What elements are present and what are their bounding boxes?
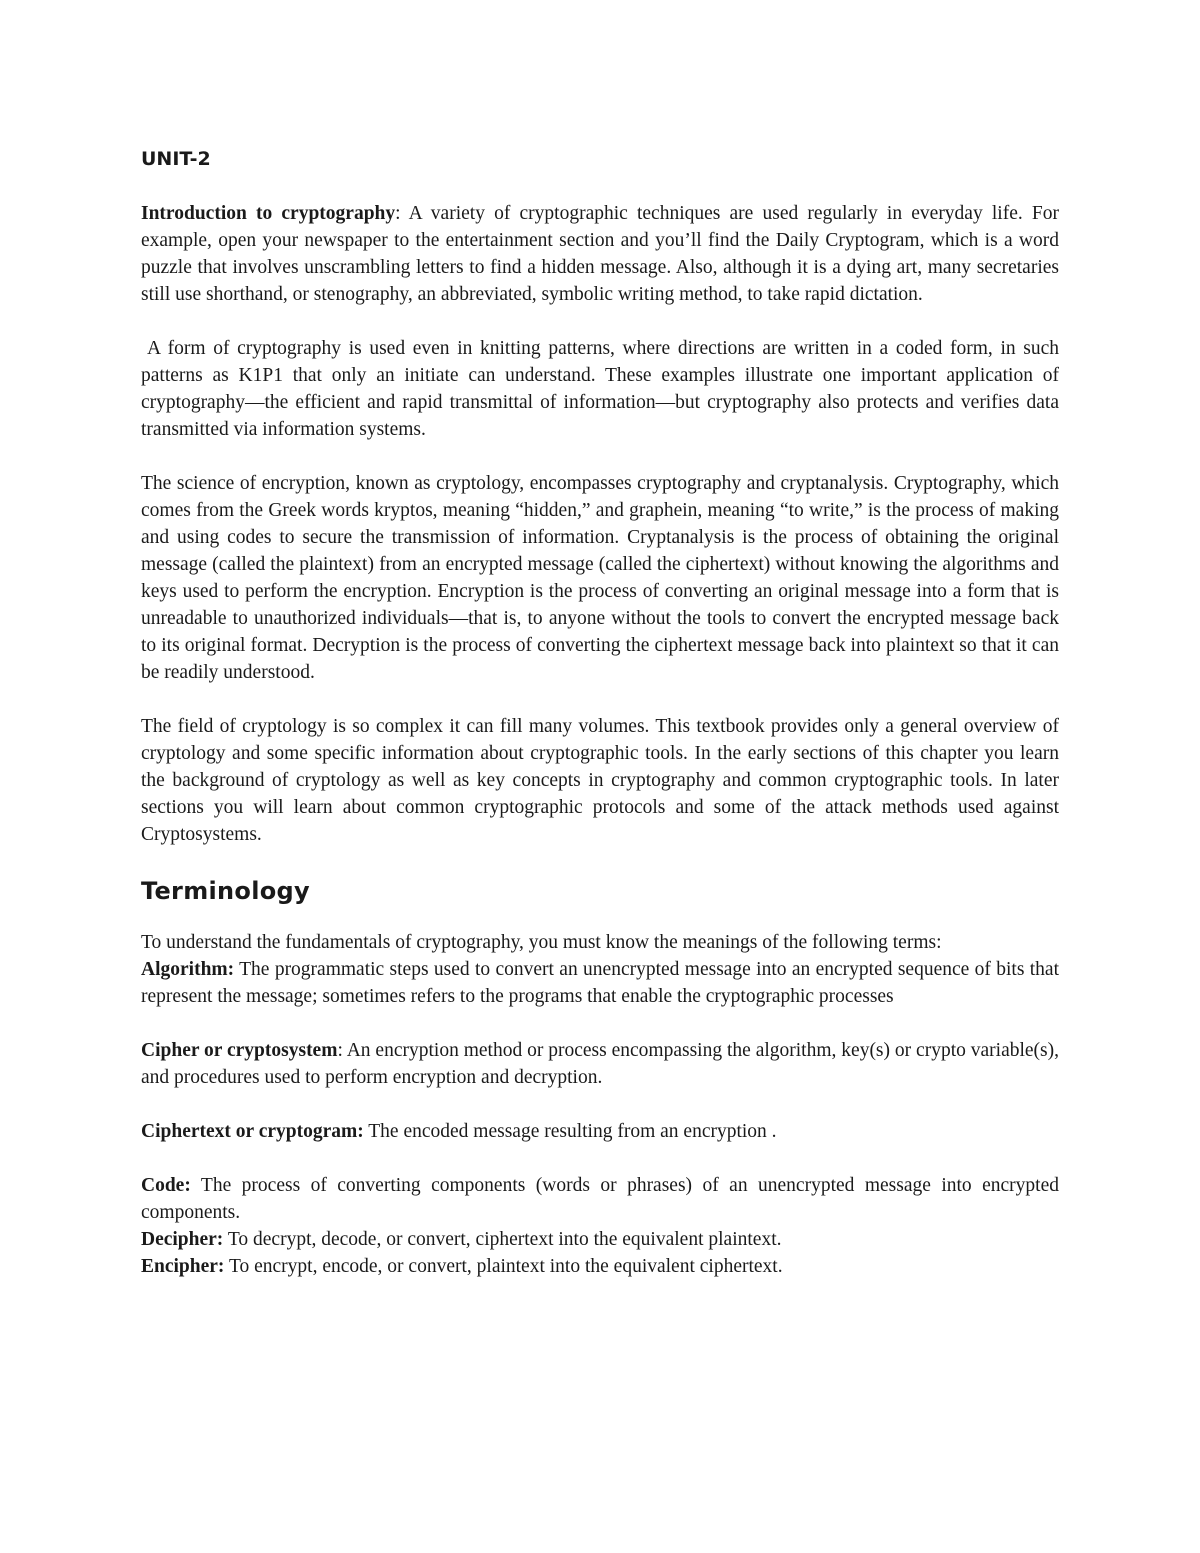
term-definition: The encoded message resulting from an encryption . bbox=[363, 1121, 777, 1142]
unit-title: UNIT-2 bbox=[141, 148, 211, 170]
paragraph-knitting bbox=[141, 335, 1059, 443]
term-definition: The process of converting components (words or phrases) of an unencrypted message into encrypted components. bbox=[141, 1175, 1059, 1223]
term-algorithm bbox=[141, 956, 1059, 1010]
terminology-heading: Terminology bbox=[141, 877, 310, 905]
term-definition: The programmatic steps used to convert an unencrypted message into an encrypted sequence of bits that represent the message; sometimes refers to the programs that enable the cryptographic processes bbox=[141, 959, 1059, 1007]
term-cipher bbox=[141, 1037, 1059, 1091]
term-label: Code: bbox=[141, 1175, 191, 1196]
paragraph-science-of-encryption: The science of encryption, known as cryptology, encompasses cryptography and cryptanalysis. Cryptography, which comes from the Greek words kryptos, meaning “hidden,” and graphein, meaning “to write,” is the process of making and using codes to secure the transmission of information. Cryptanalysis is the process of obtaining the original message (called the plaintext) from an encrypted message (called the ciphertext) without knowing the algorithms and keys used to perform the encryption. Encryption is the process of converting an original message into a form that is unreadable to unauthorized individuals—that is, to anyone without the tools to convert the encrypted message back to its original format. Decryption is the process of converting the ciphertext message back into plaintext so that it can be readily understood. bbox=[141, 473, 1059, 683]
intro-text: : A variety of cryptographic techniques are used regularly in everyday life. For example, open your newspaper to the entertainment section and you’ll find the Daily Cryptogram, which is a word puzzle that involves unscrambling letters to find a hidden message. Also, although it is a dying art, many secretaries still use shorthand, or stenography, an abbreviated, symbolic writing method, to take rapid dictation. bbox=[141, 203, 1059, 305]
term-definition: : An encryption method or process encompassing the algorithm, key(s) or crypto variable(s), and procedures used to perform encryption and decryption. bbox=[141, 1040, 1060, 1088]
paragraph-knitting-text: A form of cryptography is used even in knitting patterns, where directions are written in a coded form, in such patterns as K1P1 that only an initiate can understand. These examples illustrate one important application of cryptography—the efficient and rapid transmittal of information—but cryptography also protects and verifies data transmitted via information systems. bbox=[141, 338, 1059, 440]
term-definition: To decrypt, decode, or convert, ciphertext into the equivalent plaintext. bbox=[223, 1229, 782, 1250]
term-code bbox=[141, 1172, 1059, 1226]
term-label: Cipher or cryptosystem bbox=[141, 1040, 338, 1061]
term-label: Encipher: bbox=[141, 1256, 225, 1277]
term-label: Ciphertext or cryptogram: bbox=[141, 1121, 364, 1142]
terminology-intro: To understand the fundamentals of cryptography, you must know the meanings of the following terms: bbox=[141, 932, 942, 953]
paragraph-field-of-cryptology: The field of cryptology is so complex it can fill many volumes. This textbook provides only a general overview of cryptology and some specific information about cryptographic tools. In the early sections of this chapter you learn the background of cryptology as well as key concepts in cryptography and common cryptographic tools. In later sections you will learn about common cryptographic protocols and some of the attack methods used against Cryptosystems. bbox=[141, 716, 1059, 845]
term-encipher bbox=[141, 1253, 1059, 1280]
term-definition: To encrypt, encode, or convert, plaintext into the equivalent ciphertext. bbox=[224, 1256, 783, 1277]
term-ciphertext bbox=[141, 1118, 1059, 1145]
term-label: Decipher: bbox=[141, 1229, 224, 1250]
document-content bbox=[141, 146, 1059, 1280]
term-label: Algorithm: bbox=[141, 959, 235, 980]
intro-term: Introduction to cryptography bbox=[141, 203, 396, 224]
intro-paragraph bbox=[141, 200, 1059, 308]
term-decipher bbox=[141, 1226, 1059, 1253]
